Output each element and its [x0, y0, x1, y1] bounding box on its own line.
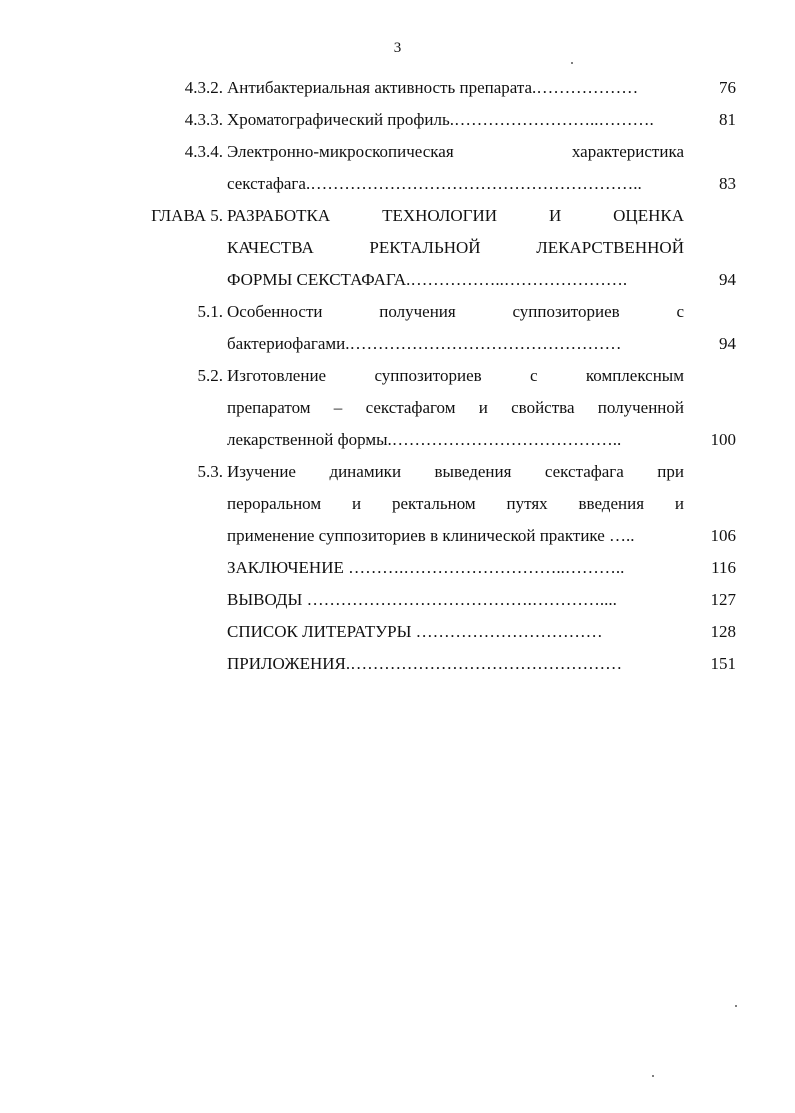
- toc-entry-title: ВЫВОДЫ ………………………………….…………....: [227, 590, 617, 609]
- toc-entry: [0, 552, 795, 584]
- table-of-contents: [0, 72, 795, 680]
- toc-entry-page: 94: [719, 270, 736, 289]
- toc-entry-title: ПРИЛОЖЕНИЯ.…………………………………………: [227, 654, 623, 673]
- toc-entry-title: СПИСОК ЛИТЕРАТУРЫ ……………………………: [227, 622, 603, 641]
- toc-entry-number: 5.1.: [197, 302, 223, 321]
- toc-line: [0, 104, 795, 136]
- toc-entry-number: ГЛАВА 5.: [151, 206, 223, 225]
- toc-line: [0, 424, 795, 456]
- toc-entry: [0, 648, 795, 680]
- toc-entry-title: препаратом – секстафагом и свойства полученной: [227, 398, 684, 417]
- toc-entry-page: 76: [719, 78, 736, 97]
- toc-line: [0, 200, 795, 232]
- toc-line: [0, 648, 795, 680]
- toc-line: [0, 328, 795, 360]
- toc-entry-title: лекарственной формы.…………………………………..: [227, 430, 622, 449]
- toc-line: [0, 584, 795, 616]
- toc-entry-number: 4.3.2.: [184, 78, 223, 97]
- toc-entry-title: применение суппозиториев в клинической практике …..: [227, 526, 635, 545]
- toc-entry-title: бактериофагами.…………………………………………: [227, 334, 622, 353]
- toc-entry-title: Хроматографический профиль.……………………..……….: [227, 110, 654, 129]
- toc-entry-title: ФОРМЫ СЕКСТАФАГА.……………..………………….: [227, 270, 628, 289]
- toc-entry-title: пероральном и ректальном путях введения и: [227, 494, 684, 513]
- toc-entry-title: КАЧЕСТВА РЕКТАЛЬНОЙ ЛЕКАРСТВЕННОЙ: [227, 238, 684, 257]
- toc-entry: [0, 456, 795, 552]
- toc-line: [0, 136, 795, 168]
- toc-line: [0, 264, 795, 296]
- toc-entry-title: Изготовление суппозиториев с комплексным: [227, 366, 684, 385]
- toc-entry-number: 4.3.4.: [184, 142, 223, 161]
- toc-entry: [0, 72, 795, 104]
- scan-speck: [735, 1005, 737, 1007]
- toc-entry-number: 5.2.: [197, 366, 223, 385]
- toc-entry: [0, 296, 795, 360]
- scan-speck: [652, 1075, 654, 1077]
- toc-entry-page: 127: [710, 590, 736, 609]
- toc-entry-page: 83: [719, 174, 736, 193]
- toc-line: [0, 232, 795, 264]
- toc-entry: [0, 616, 795, 648]
- toc-line: [0, 552, 795, 584]
- toc-line: [0, 72, 795, 104]
- toc-entry-page: 128: [710, 622, 736, 641]
- toc-entry-title: секстафага.…………………………………………………..: [227, 174, 642, 193]
- toc-entry-number: 4.3.3.: [184, 110, 223, 129]
- toc-line: [0, 168, 795, 200]
- toc-entry-title: Антибактериальная активность препарата.………………: [227, 78, 639, 97]
- toc-line: [0, 296, 795, 328]
- toc-entry: [0, 360, 795, 456]
- toc-line: [0, 392, 795, 424]
- toc-entry-title: Изучение динамики выведения секстафага при: [227, 462, 684, 481]
- toc-entry: [0, 584, 795, 616]
- toc-entry-page: 106: [710, 526, 736, 545]
- toc-line: [0, 488, 795, 520]
- toc-entry-page: 116: [711, 558, 736, 577]
- toc-entry: [0, 136, 795, 200]
- toc-entry: [0, 200, 795, 296]
- page-number: 3: [393, 40, 402, 56]
- scan-speck: [571, 62, 573, 64]
- toc-entry-title: Электронно-микроскопическая характеристика: [227, 142, 684, 161]
- toc-entry-page: 81: [719, 110, 736, 129]
- toc-line: [0, 360, 795, 392]
- toc-entry-title: Особенности получения суппозиториев с: [227, 302, 684, 321]
- toc-entry-title: ЗАКЛЮЧЕНИЕ ……….………………………..………..: [227, 558, 625, 577]
- toc-entry-page: 151: [710, 654, 736, 673]
- toc-entry-title: РАЗРАБОТКА ТЕХНОЛОГИИ И ОЦЕНКА: [227, 206, 684, 225]
- toc-entry-page: 94: [719, 334, 736, 353]
- toc-line: [0, 520, 795, 552]
- toc-line: [0, 456, 795, 488]
- toc-line: [0, 616, 795, 648]
- toc-entry-page: 100: [710, 430, 736, 449]
- toc-entry: [0, 104, 795, 136]
- toc-entry-number: 5.3.: [197, 462, 223, 481]
